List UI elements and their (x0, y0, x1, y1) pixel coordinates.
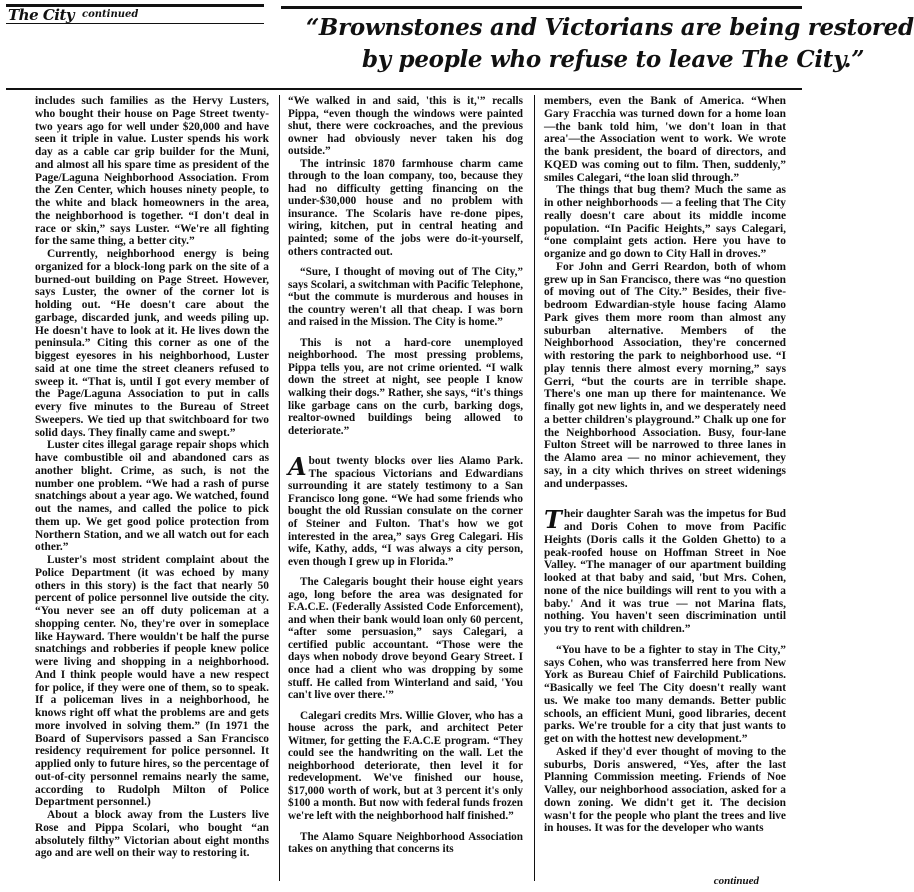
header-divider (6, 88, 802, 90)
article-column-2 (288, 95, 523, 856)
paragraph: includes such families as the Hervy Lusters, who bought their house on Page Street twenty-two years ago for well under $20,000 and have seen it triple in value. Luster spends his work day as a cable car grip builder for the Muni, and almost all his spare time as president of the Page/Laguna Neighborhood Association. From the Zen Center, which houses ninety people, to the white and black homeowners in the area, the neighborhood is together. “I don't deal in race or skin,” says Luster. “We're all fighting for the same thing, a better city.” (35, 95, 269, 248)
paragraph-drop-cap (288, 452, 523, 568)
column-divider (534, 95, 535, 881)
paragraph: members, even the Bank of America. “When Gary Fracchia was turned down for a home loan—the bank told him, 'we don't loan in that area'—the Association went to work. We wrote the bank president, the board of directors, and KQED was coming out to film. Then, suddenly,” smiles Calegari, “the loan slid through.” (544, 95, 786, 184)
headline-rule (281, 6, 802, 9)
section-name: The City (8, 6, 75, 24)
paragraph: Asked if they'd ever thought of moving to the suburbs, Doris answered, “Yes, after the last Planning Commission meeting. Friends of Noe Valley, our neighborhood association, asked for a down zoning. We didn't get it. The decision wasn't for the people who plant the trees and live in houses. It was for the developer who wants (544, 745, 786, 835)
paragraph: The Calegaris bought their house eight years ago, long before the area was designated for F.A.C.E. (Federally Assisted Code Enforcement), and when their bank would loan only 60 percent, “after some persuasion,” says Calegari, a certified public accountant. “Those were the days when nobody drove beyond Geary Street. I once had a client who was dropping by some stuff. He called from Winterland and said, 'You can't live over there.'” (288, 576, 523, 702)
paragraph: The Alamo Square Neighborhood Association takes on anything that concerns its (288, 830, 523, 856)
paragraph-text: bout twenty blocks over lies Alamo Park. The spacious Victorians and Edwardians surrounding it are stately testimony to a San Francisco long gone. “We had some friends who bought the old Russian consulate on the corner of Steiner and Fulton. That's how we got interested in the area,” says Greg Calegari. His wife, Kathy, adds, “I was always a city person, even though I grew up in Florida.” (288, 455, 523, 568)
paragraph: Currently, neighborhood energy is being organized for a block-long park on the site of a burned-out building on Page Street. However, says Luster, the owner of the corner lot is holding out. “He doesn't care about the garbage, discarded junk, and weeds piling up. He doesn't have to look at it. He lives down the peninsula.” Citing this corner as one of the biggest eyesores in his neighborhood, Luster said at one time the street cleaners refused to sweep it. “That is, until I got every member of the Page/Laguna Association to put in calls every five minutes to the Bureau of Street Sweepers. We tied up that switchboard for two solid days. They finally came and swept.” (35, 248, 269, 439)
page-header (0, 0, 914, 92)
article-column-1 (35, 95, 269, 860)
paragraph-text: heir daughter Sarah was the impetus for Bud and Doris Cohen to move from Pacific Heights (Doris calls it the Golden Ghetto) to a peak-roofed house on Hoffman Street in Noe Valley. “The manager of our apartment building looked at that baby and said, 'but Mrs. Cohen, none of the nice buildings will rent to you with a baby.' And it was true — not Marina flats, nothing. You haven't seen discrimination until you try to rent with children.” (544, 508, 786, 635)
paragraph: Luster's most strident complaint about the Police Department (it was echoed by many others in this story) is the fact that nearly 50 percent of police personnel live outside the city. “You never see an off duty policeman at a shopping center. No, they're over in someplace like Hayward. There wouldn't be half the purse snatchings and robberies if people knew police were living and shopping in a neighborhood. And I think people would have a new respect for police, if they were one of them, so to speak. If a policeman lives in a neighborhood, he knows right off what the problems are and gets more involved in solving them.” (In 1971 the Board of Supervisors passed a San Francisco residency requirement for police personnel. It applied only to future hires, so the percentage of out-of-city personnel remains nearly the same, according to Rudolph Milton of Police Department personnel.) (35, 554, 269, 809)
section-tab (6, 4, 264, 24)
paragraph-drop-cap (544, 505, 786, 636)
paragraph: For John and Gerri Reardon, both of whom grew up in San Francisco, there was “no question of moving out of The City.” Besides, their five-bedroom Edwardian-style house facing Alamo Park gives them more room than almost any suburban alternative. Members of the Neighborhood Association, they're concerned with restoring the park to neighborhood use. “I play tennis there almost every morning,” says Gerri, “but the courts are in terrible shape. There's one man up there for maintenance. We finally got new lights in, and we desperately need a better children's playground.” Chalk up one for the Neighborhood Association. Busy, four-lane Fulton Street will be narrowed to three lanes in the Alamo area — no minor achievement, they say, in a city which thrives on street widenings and underpasses. (544, 260, 786, 490)
column-divider (279, 95, 280, 881)
paragraph: The things that bug them? Much the same as in other neighborhoods — a feeling that The City really doesn't care about its middle income population. “In Pacific Heights,” says Calegari, “one complaint gets action. Here you have to organize and go down to City Hall in droves.” (544, 184, 786, 260)
paragraph: The intrinsic 1870 farmhouse charm came through to the loan company, too, because they had no difficulty getting financing on the under-$30,000 house and no problem with insurance. The Scolaris have re-done pipes, wiring, kitchen, put in central heating and painted; some of the jobs were do-it-yourself, others contracted out. (288, 157, 523, 258)
paragraph: “Sure, I thought of moving out of The City,” says Scolari, a switchman with Pacific Telephone, “but the commute is murderous and houses in the country weren't all that cheap. I was born and raised in the Mission. The City is home.” (288, 266, 523, 329)
drop-cap: A (288, 452, 307, 482)
continued-footer: continued (713, 875, 759, 887)
section-continued-label: continued (82, 9, 139, 20)
drop-cap: T (544, 505, 562, 535)
paragraph: Calegari credits Mrs. Willie Glover, who has a house across the park, and architect Peter Witmer, for getting the F.A.C.E program. “They could see the handwriting on the wall. Let the neighborhood deteriorate, then level it for redevelopment. We've finished our house, $17,000 worth of work, but at 3 percent it's only $100 a month. But now with federal funds frozen we're left with the neighborhood half finished.” (288, 709, 523, 822)
paragraph: This is not a hard-core unemployed neighborhood. The most pressing problems, Pippa tells you, are not crime oriented. “I walk down the street at night, see people I know walking their dogs.” Rather, she says, “it's things like garbage cans on the curb, barking dogs, realtor-owned buildings being allowed to deteriorate.” (288, 336, 523, 437)
paragraph: Luster cites illegal garage repair shops which have combustible oil and abandoned cars as another blight. Crime, as such, is not the number one problem. “We had a rash of purse snatchings about a year ago. We watched, found out the names, and called the police to pick them up. We get good police protection from Northern Station, and we all watch out for each other.” (35, 439, 269, 554)
headline-line-1: “Brownstones and Victorians are being restored (306, 14, 914, 41)
paragraph: “You have to be a fighter to stay in The City,” says Cohen, who was transferred here from New York as Bureau Chief of Fairchild Publications. “Basically we feel The City doesn't really want us. We make too many demands. Better public schools, an efficient Muni, good libraries, decent parks. We're trouble for a city that just wants to get on with the hottest new development.” (544, 643, 786, 745)
headline-line-2: by people who refuse to leave The City.” (362, 46, 865, 73)
article-column-3 (544, 95, 786, 835)
paragraph: “We walked in and said, 'this is it,'” recalls Pippa, “even though the windows were painted shut, there were cockroaches, and the previous owner had obviously never taken his dog outside.” (288, 95, 523, 158)
paragraph: About a block away from the Lusters live Rose and Pippa Scolari, who bought “an absolutely filthy” Victorian about eight months ago and are well on their way to restoring it. (35, 809, 269, 860)
